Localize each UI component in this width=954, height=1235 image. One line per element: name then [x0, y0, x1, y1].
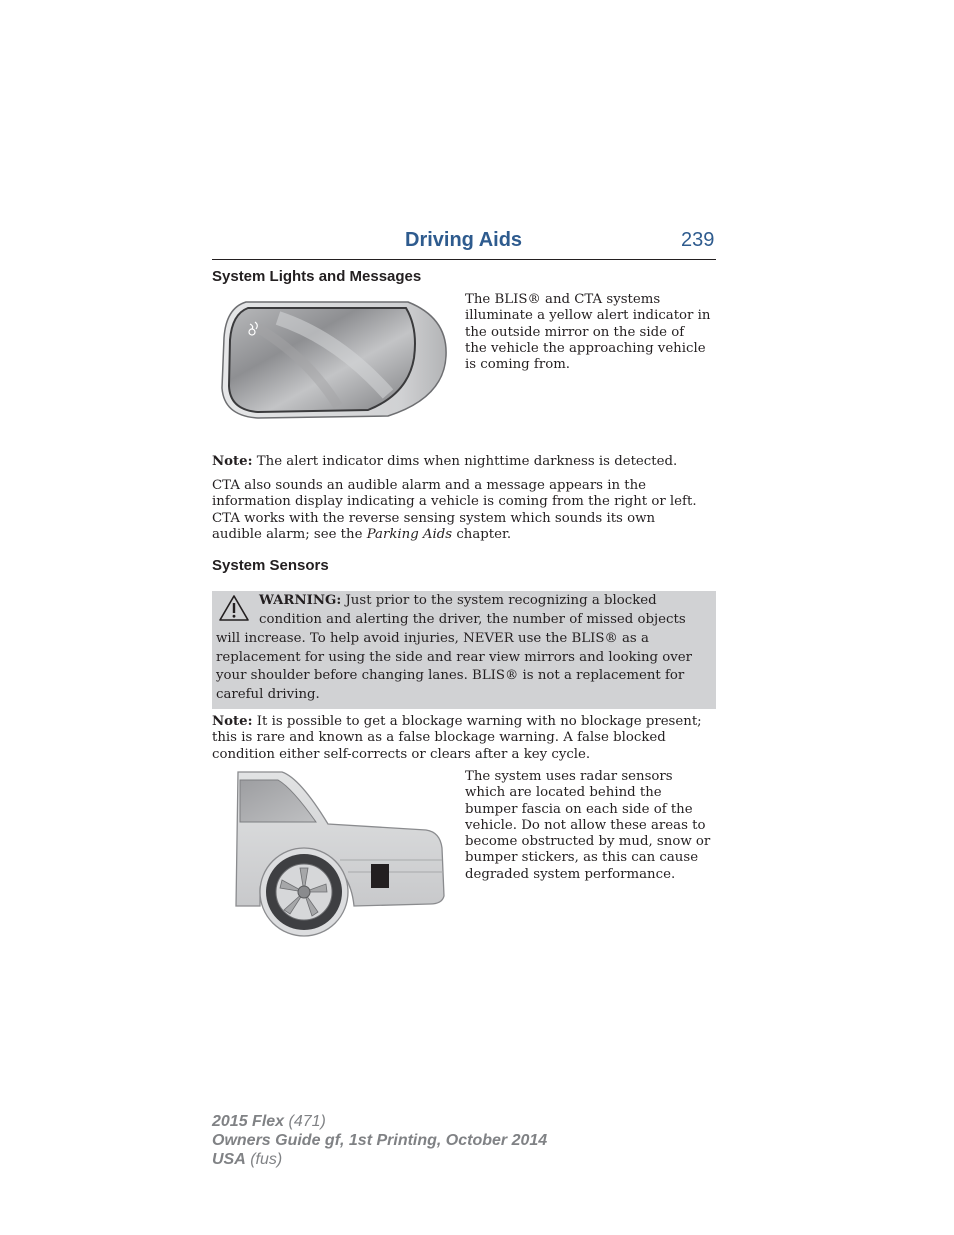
warning-label: WARNING: [259, 593, 342, 608]
note-label: Note: [212, 714, 253, 729]
cta-paragraph [212, 478, 716, 543]
text-line: CTA also sounds an audible alarm and a message appears in the [212, 478, 647, 493]
text-line [212, 714, 716, 730]
note-text: It is possible to get a blockage warning with no blockage present; [252, 714, 702, 729]
text-line: The BLIS® and CTA systems [465, 292, 661, 307]
section-heading-system-sensors: System Sensors [212, 557, 329, 574]
chapter-title: Driving Aids [405, 229, 523, 251]
text-line: become obstructed by mud, snow or [465, 834, 711, 850]
warning-triangle-icon [218, 594, 250, 622]
footer-market-code: (fus) [245, 1151, 283, 1168]
radar-sensor-location [371, 864, 389, 888]
text-line: information display indicating a vehicle is coming from the right or left. [212, 494, 697, 510]
warning-text: Just prior to the system recognizing a blocked [341, 593, 657, 608]
footer-line [212, 1131, 547, 1150]
text-line: which are located behind the [465, 785, 662, 801]
text-line: CTA works with the reverse sensing system which sounds its own [212, 510, 656, 526]
footer-publication-info [212, 1112, 547, 1169]
text-line: the vehicle the approaching vehicle [465, 340, 706, 356]
text-line: vehicle. Do not allow these areas to [465, 817, 706, 833]
page-number: 239 [681, 229, 715, 251]
text-line: careful driving. [216, 687, 320, 703]
note-blockage [212, 714, 716, 763]
text-line: bumper fascia on each side of the [465, 801, 693, 817]
vehicle-rear-sensor-illustration [230, 768, 450, 938]
side-mirror-illustration [218, 298, 450, 422]
text-span: chapter. [452, 526, 512, 542]
text-line: will increase. To help avoid injuries, NEVER use the BLIS® as a [216, 631, 649, 646]
sensor-description [465, 769, 717, 883]
text-line: condition either self-corrects or clears after a key cycle. [212, 746, 591, 762]
footer-code: (471) [284, 1113, 326, 1130]
text-line: degraded system performance. [465, 866, 676, 882]
section-heading-system-lights: System Lights and Messages [212, 268, 422, 285]
text-line: illuminate a yellow alert indicator in [465, 308, 711, 324]
note-alert-dims [212, 454, 716, 470]
text-span: audible alarm; see the [212, 526, 367, 542]
text-line: replacement for using the side and rear view mirrors and looking over [216, 649, 693, 665]
footer-line [212, 1150, 547, 1169]
text-line: this is rare and known as a false blockage warning. A false blocked [212, 730, 666, 746]
text-line: The system uses radar sensors [465, 769, 673, 784]
text-line: the outside mirror on the side of [465, 324, 685, 340]
text-line: is coming from. [465, 357, 571, 373]
text-line: bumper stickers, as this can cause [465, 850, 699, 866]
note-text: The alert indicator dims when nighttime darkness is detected. [252, 454, 678, 469]
footer-model: 2015 Flex [212, 1113, 285, 1130]
footer-line [212, 1112, 547, 1131]
footer-printing: Owners Guide gf, 1st Printing, October 2014 [212, 1132, 548, 1149]
footer-market: USA [212, 1151, 246, 1168]
text-line [212, 527, 716, 543]
mirror-description [465, 292, 717, 373]
warning-line: condition and alerting the driver, the number of missed objects [259, 612, 686, 627]
note-label: Note: [212, 454, 253, 469]
text-line: your shoulder before changing lanes. BLIS® is not a replacement for [216, 668, 685, 684]
header-rule [212, 259, 716, 260]
warning-first-line [259, 592, 711, 611]
parking-aids-reference: Parking Aids [366, 526, 453, 542]
warning-body [216, 630, 712, 705]
